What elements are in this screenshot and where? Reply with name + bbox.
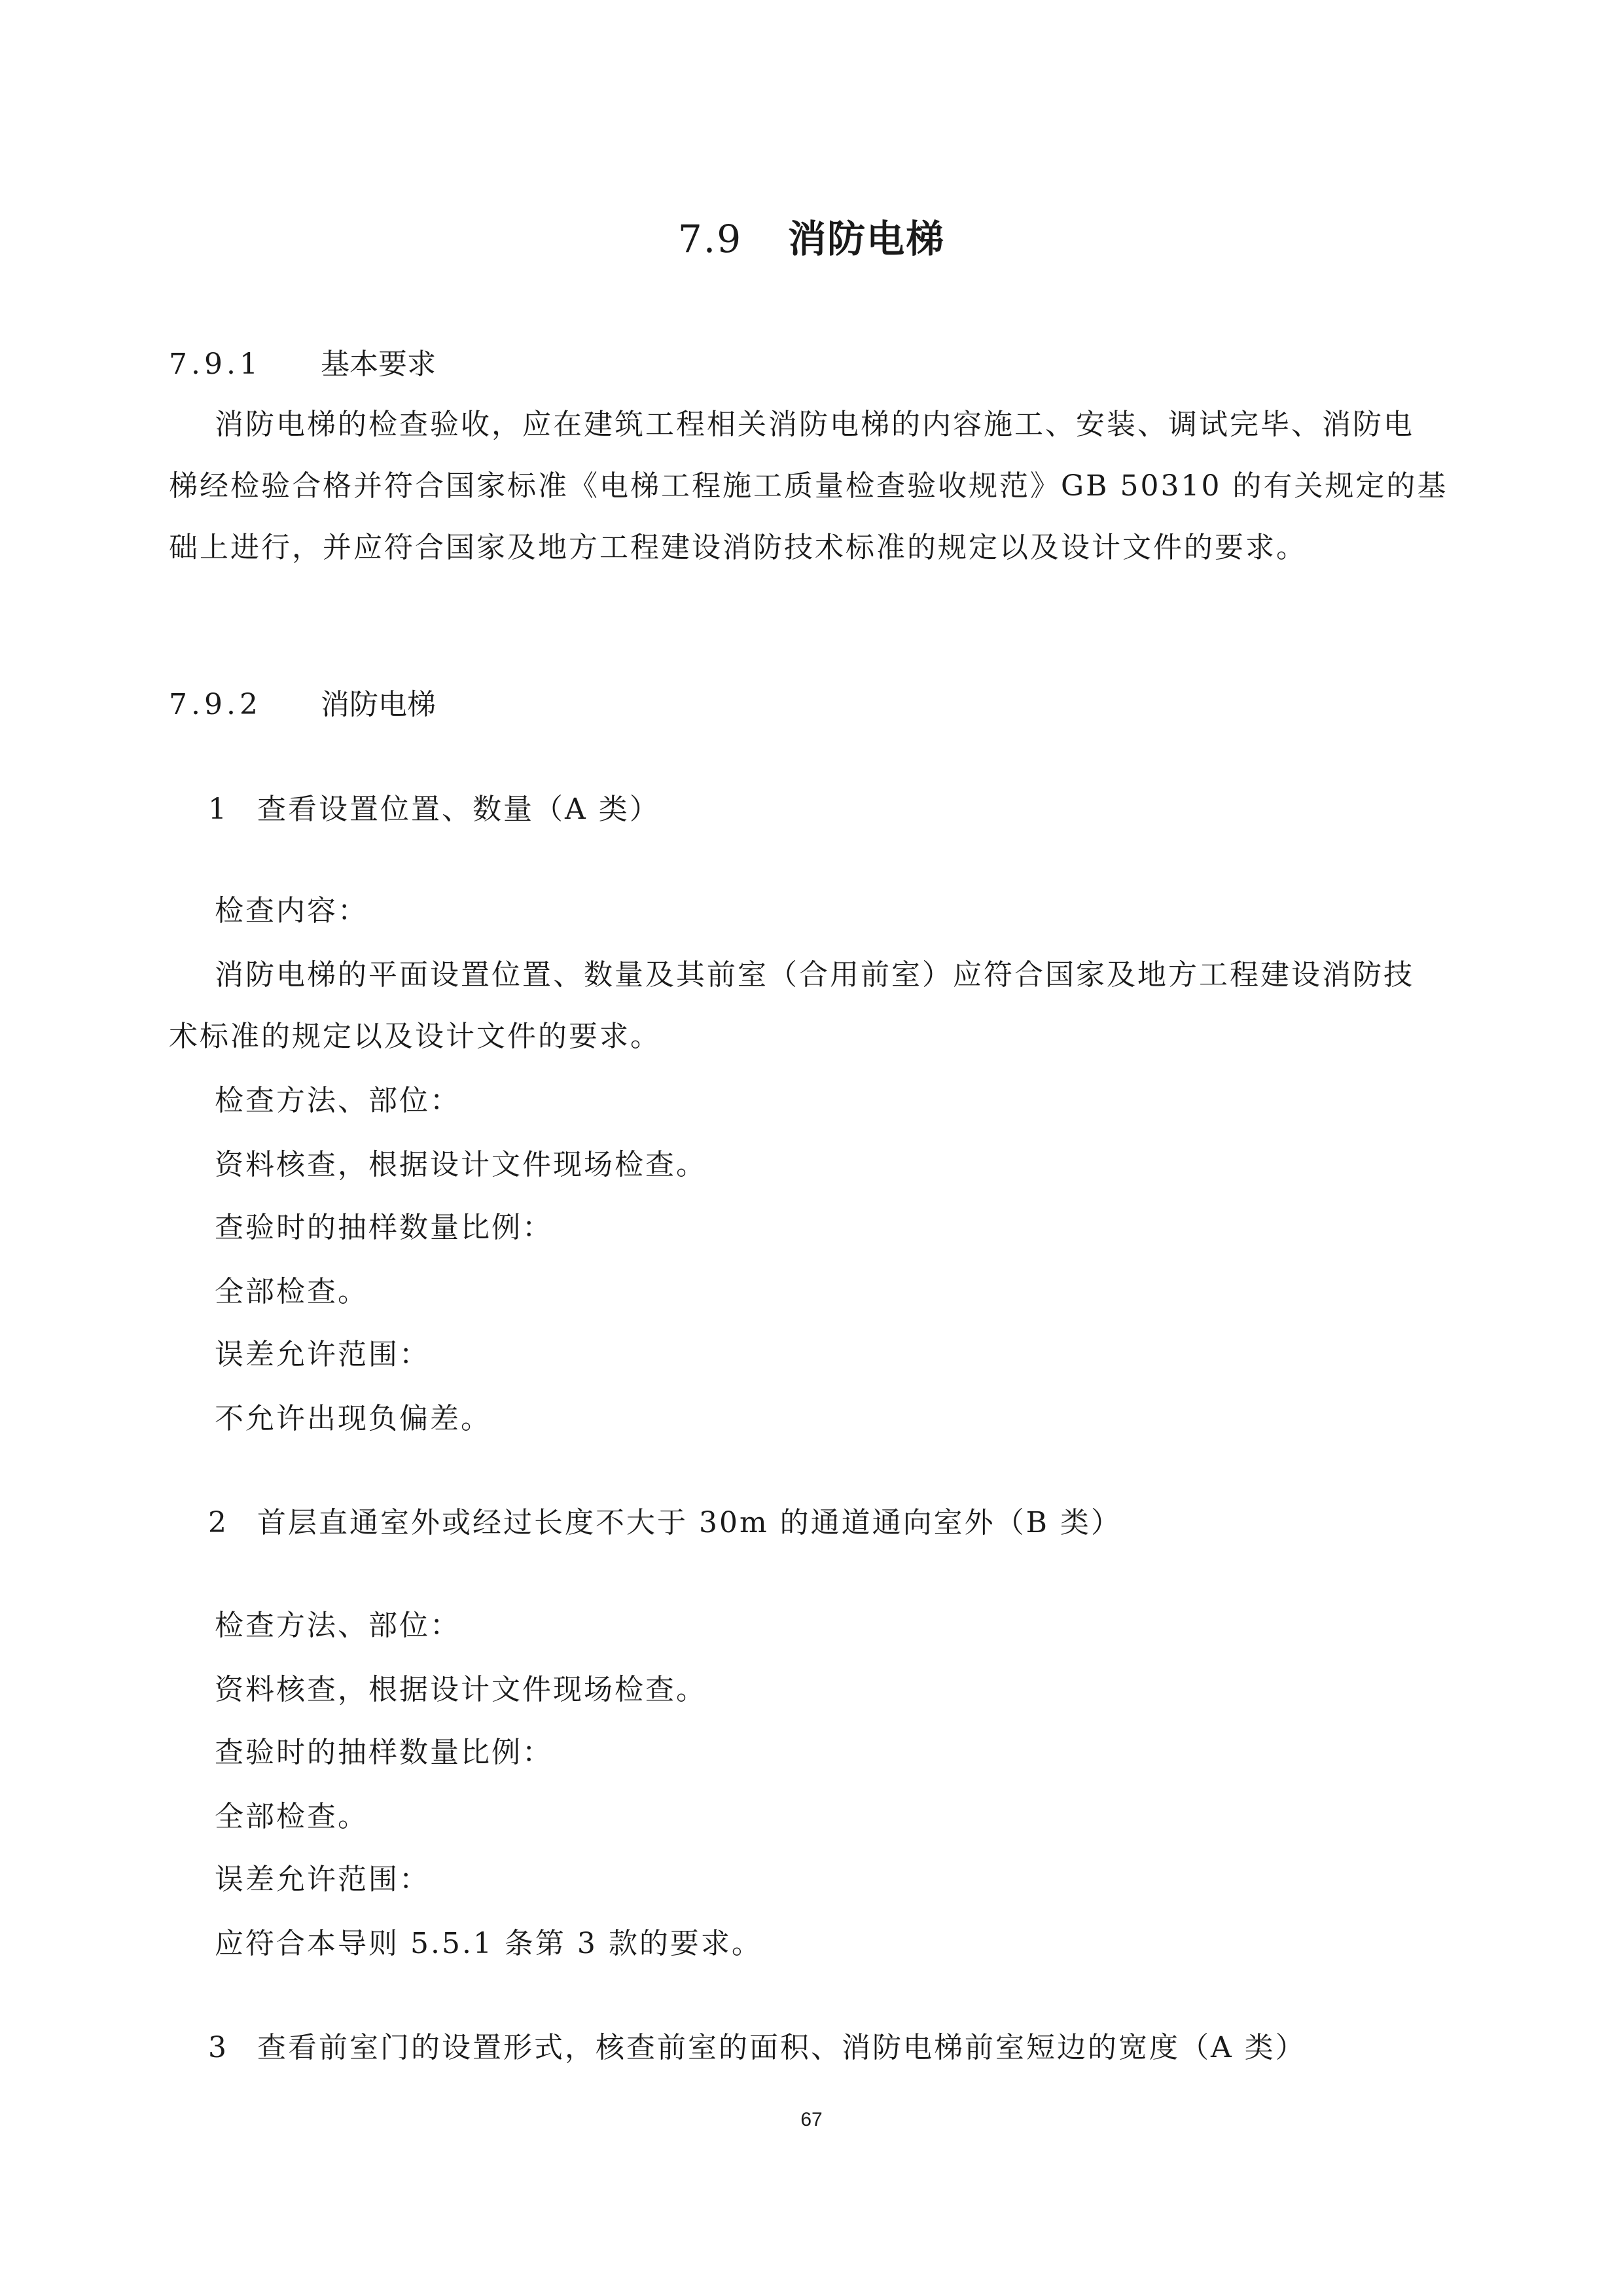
body-line: 全部检查。 [215, 1275, 368, 1308]
body-line: 消防电梯的平面设置位置、数量及其前室（合用前室）应符合国家及地方工程建设消防技 [215, 958, 1414, 992]
item-heading-3 [208, 2024, 1306, 2066]
body-line: 查验时的抽样数量比例： [215, 1736, 553, 1769]
subsection-heading-7-9-2 [169, 681, 436, 723]
paragraph-line: 梯经检验合格并符合国家标准《电梯工程施工质量检查验收规范》GB 50310 的有关规定的基 [169, 469, 1448, 503]
item-title: 首层直通室外或经过长度不大于 30m 的通道通向室外（B 类） [257, 1506, 1122, 1539]
page-number: 67 [800, 2109, 823, 2130]
subsection-title: 消防电梯 [321, 688, 436, 721]
subsection-heading-7-9-1 [169, 340, 436, 382]
subsection-title: 基本要求 [321, 348, 436, 381]
paragraph-line: 础上进行，并应符合国家及地方工程建设消防技术标准的规定以及设计文件的要求。 [169, 531, 1307, 564]
item-heading-1 [208, 785, 660, 827]
item-title: 查看前室门的设置形式，核查前室的面积、消防电梯前室短边的宽度（A 类） [257, 2031, 1306, 2064]
body-line: 资料核查，根据设计文件现场检查。 [215, 1148, 707, 1181]
body-line: 误差允许范围： [215, 1338, 430, 1371]
body-line: 查验时的抽样数量比例： [215, 1211, 553, 1244]
item-number: 2 [208, 1506, 228, 1539]
body-line: 术标准的规定以及设计文件的要求。 [169, 1020, 661, 1053]
item-number: 3 [208, 2031, 228, 2064]
paragraph-line: 消防电梯的检查验收，应在建筑工程相关消防电梯的内容施工、安装、调试完毕、消防电 [215, 408, 1414, 441]
section-number: 7.9 [677, 217, 743, 261]
body-line: 检查方法、部位： [215, 1609, 461, 1642]
subsection-number: 7.9.2 [169, 688, 262, 721]
section-title-text: 消防电梯 [788, 217, 946, 261]
body-line: 不允许出现负偏差。 [215, 1402, 491, 1435]
item-heading-2 [208, 1499, 1122, 1541]
body-line: 检查内容： [215, 894, 368, 927]
item-number: 1 [208, 793, 228, 826]
subsection-number: 7.9.1 [169, 348, 262, 381]
body-line: 检查方法、部位： [215, 1084, 461, 1117]
body-line: 应符合本导则 5.5.1 条第 3 款的要求。 [215, 1927, 762, 1960]
section-title [0, 208, 1623, 263]
body-line: 资料核查，根据设计文件现场检查。 [215, 1673, 707, 1706]
item-title: 查看设置位置、数量（A 类） [257, 793, 660, 826]
body-line: 误差允许范围： [215, 1863, 430, 1896]
body-line: 全部检查。 [215, 1800, 368, 1833]
